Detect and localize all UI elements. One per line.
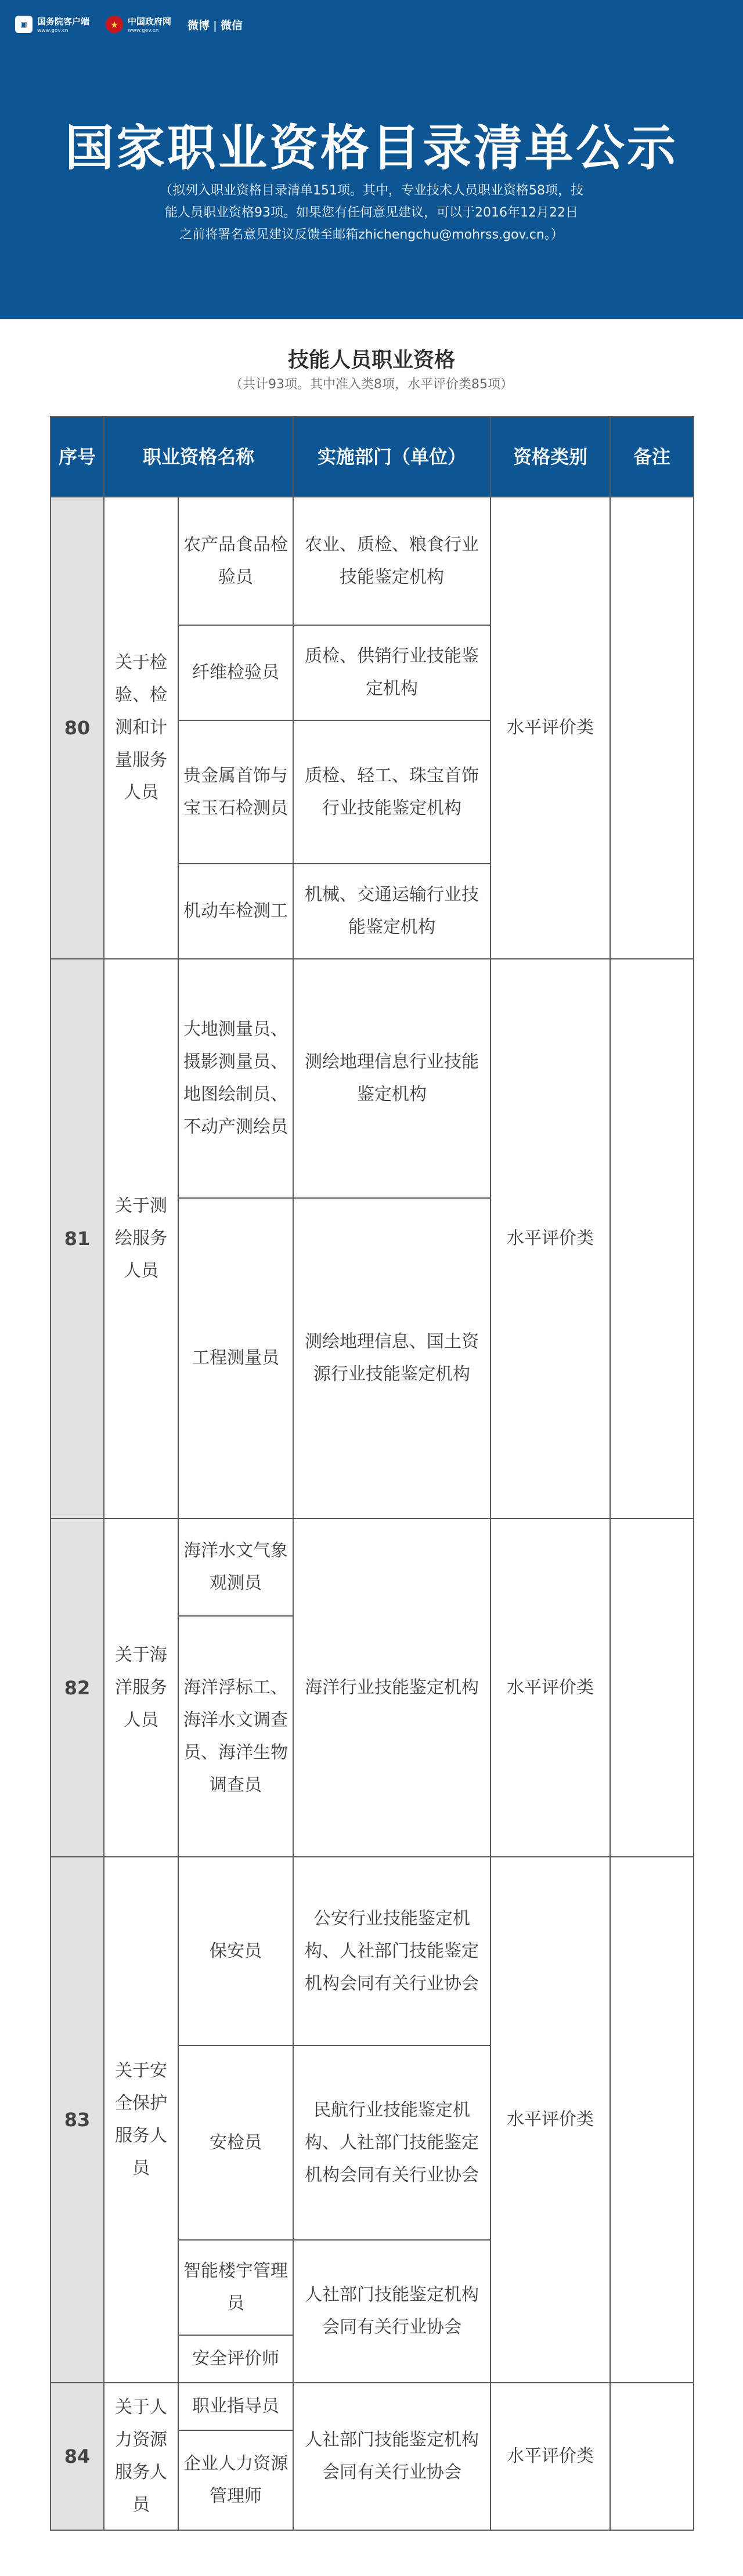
- subtitle-line: （拟列入职业资格目录清单151项。其中，专业技术人员职业资格58项，技: [160, 183, 583, 198]
- qualification-name: 海洋浮标工、海洋水文调查员、海洋生物调查员: [178, 1616, 293, 1857]
- gov-domain: www.gov.cn: [128, 28, 159, 34]
- qualification-name: 保安员: [178, 1857, 293, 2045]
- department: 质检、供销行业技能鉴定机构: [293, 625, 490, 720]
- row-group: 关于海洋服务人员: [104, 1518, 178, 1857]
- department: 公安行业技能鉴定机构、人社部门技能鉴定机构会同有关行业协会: [293, 1857, 490, 2045]
- brand-bar: [15, 13, 243, 36]
- remark: [610, 1857, 694, 2383]
- weibo-link[interactable]: 微博: [187, 19, 210, 32]
- qualification-category: 水平评价类: [490, 1857, 610, 2383]
- qualification-category: 水平评价类: [490, 1518, 610, 1857]
- gov-site-brand[interactable]: [106, 15, 171, 34]
- col-header-dept: 实施部门（单位）: [293, 417, 490, 497]
- table-header-row: [51, 417, 694, 497]
- qualification-name: 大地测量员、摄影测量员、地图绘制员、不动产测绘员: [178, 959, 293, 1198]
- department: 人社部门技能鉴定机构会同有关行业协会: [293, 2383, 490, 2530]
- link-separator: |: [213, 19, 217, 32]
- social-links: [187, 17, 243, 33]
- weixin-link[interactable]: 微信: [221, 19, 243, 32]
- row-group: 关于检验、检测和计量服务人员: [104, 497, 178, 959]
- row-group: 关于测绘服务人员: [104, 959, 178, 1518]
- row-number: 84: [51, 2383, 104, 2530]
- qualification-category: 水平评价类: [490, 959, 610, 1518]
- qualification-name: 机动车检测工: [178, 864, 293, 959]
- col-header-category: 资格类别: [490, 417, 610, 497]
- qualification-table: [50, 416, 694, 2531]
- qualification-name: 贵金属首饰与宝玉石检测员: [178, 720, 293, 864]
- row-number: 81: [51, 959, 104, 1518]
- gov-app-brand[interactable]: [15, 15, 89, 34]
- col-header-name: 职业资格名称: [104, 417, 293, 497]
- header-banner: [0, 0, 743, 319]
- table-row: [51, 1518, 694, 1616]
- app-name: 国务院客户端: [37, 16, 90, 27]
- table-row: [51, 497, 694, 625]
- department: 海洋行业技能鉴定机构: [293, 1518, 490, 1857]
- gov-name: 中国政府网: [128, 16, 172, 27]
- qualification-name: 海洋水文气象观测员: [178, 1518, 293, 1616]
- row-number: 80: [51, 497, 104, 959]
- qualification-name: 安全评价师: [178, 2335, 293, 2383]
- row-number: 83: [51, 1857, 104, 2383]
- department: 人社部门技能鉴定机构会同有关行业协会: [293, 2240, 490, 2383]
- table-row: [51, 959, 694, 1198]
- table-row: [51, 1857, 694, 2045]
- gov-brand-text: [128, 15, 171, 34]
- qualification-name: 职业指导员: [178, 2383, 293, 2430]
- qualification-name: 企业人力资源管理师: [178, 2430, 293, 2530]
- qualification-category: 水平评价类: [490, 497, 610, 959]
- app-logo-icon: ▣: [15, 16, 33, 33]
- department: 测绘地理信息行业技能鉴定机构: [293, 959, 490, 1198]
- app-brand-text: [37, 15, 89, 34]
- qualification-name: 农产品食品检验员: [178, 497, 293, 625]
- remark: [610, 497, 694, 959]
- section-subtitle: （共计93项。其中准入类8项，水平评价类85项）: [230, 377, 513, 392]
- department: 测绘地理信息、国土资源行业技能鉴定机构: [293, 1198, 490, 1518]
- qualification-name: 工程测量员: [178, 1198, 293, 1518]
- qualification-category: 水平评价类: [490, 2383, 610, 2530]
- department: 农业、质检、粮食行业技能鉴定机构: [293, 497, 490, 625]
- remark: [610, 1518, 694, 1857]
- row-group: 关于安全保护服务人员: [104, 1857, 178, 2383]
- table-row: [51, 2383, 694, 2430]
- col-header-no: 序号: [51, 417, 104, 497]
- remark: [610, 959, 694, 1518]
- national-emblem-icon: ★: [106, 16, 123, 33]
- section-title: 技能人员职业资格: [287, 348, 455, 372]
- remark: [610, 2383, 694, 2530]
- app-domain: www.gov.cn: [37, 28, 68, 34]
- subtitle-line: 之前将署名意见建议反馈至邮箱zhichengchu@mohrss.gov.cn。）: [179, 228, 564, 242]
- col-header-note: 备注: [610, 417, 694, 497]
- department: 民航行业技能鉴定机构、人社部门技能鉴定机构会同有关行业协会: [293, 2045, 490, 2240]
- department: 质检、轻工、珠宝首饰行业技能鉴定机构: [293, 720, 490, 864]
- page-subtitle: [0, 180, 743, 246]
- subtitle-line: 能人员职业资格93项。如果您有任何意见建议，可以于2016年12月22日: [165, 205, 578, 220]
- qualification-name: 纤维检验员: [178, 625, 293, 720]
- row-group: 关于人力资源服务人员: [104, 2383, 178, 2530]
- qualification-name: 安检员: [178, 2045, 293, 2240]
- qualification-name: 智能楼宇管理员: [178, 2240, 293, 2335]
- page-title: 国家职业资格目录清单公示: [64, 120, 678, 176]
- row-number: 82: [51, 1518, 104, 1857]
- department: 机械、交通运输行业技能鉴定机构: [293, 864, 490, 959]
